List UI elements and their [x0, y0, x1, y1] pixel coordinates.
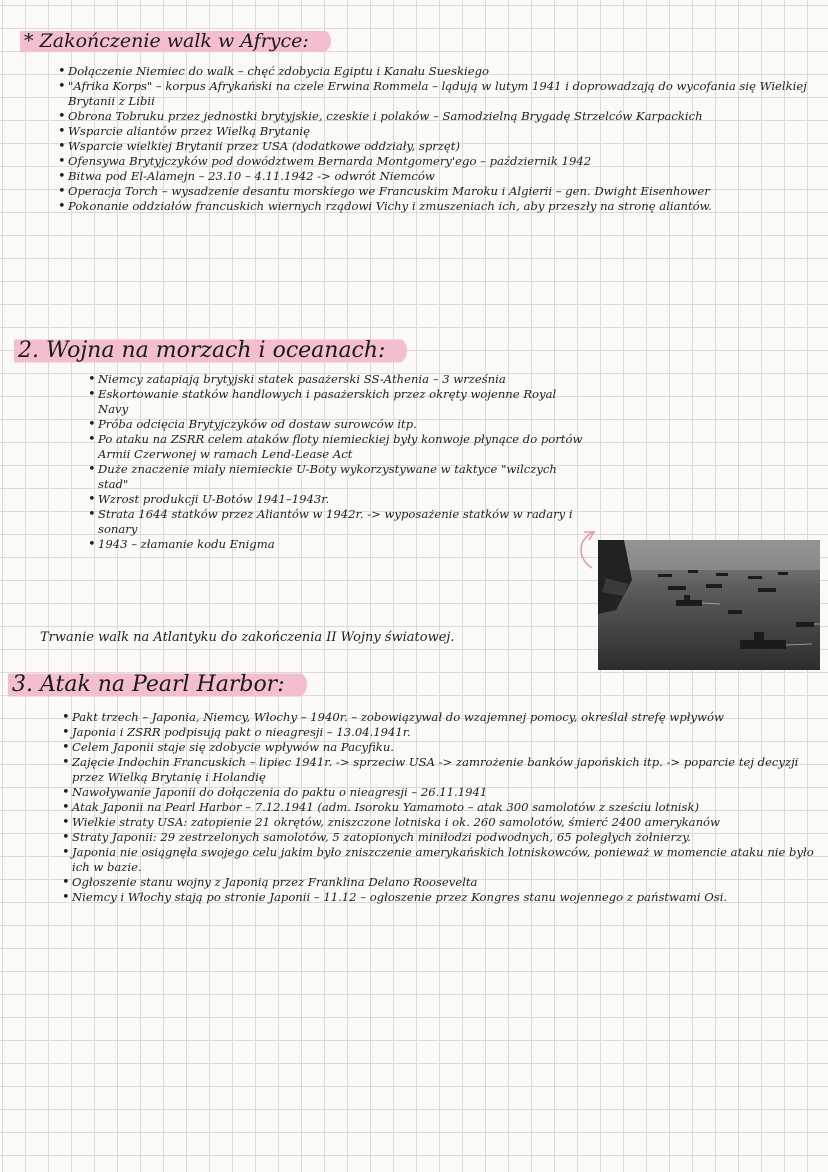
list-item: • 1943 – złamanie kodu Enigma: [88, 537, 588, 552]
section-2-list: [88, 372, 588, 552]
list-item: • Obrona Tobruku przez jednostki brytyjskie, czeskie i polaków – Samodzielną Brygadę Strzelców Karpackich: [58, 109, 818, 124]
list-item: • Duże znaczenie miały niemieckie U-Boty wykorzystywane w taktyce "wilczych stad": [88, 462, 588, 492]
list-item: • Celem Japonii staje się zdobycie wpływów na Pacyfiku.: [62, 740, 820, 755]
section-3-heading: [8, 672, 307, 697]
list-item: • Ofensywa Brytyjczyków pod dowództwem Bernarda Montgomery'ego – październik 1942: [58, 154, 818, 169]
list-item: • Ogłoszenie stanu wojny z Japonią przez Franklina Delano Roosevelta: [62, 875, 820, 890]
list-item: • Eskortowanie statków handlowych i pasażerskich przez okręty wojenne Royal Navy: [88, 387, 588, 417]
convoy-photo: [598, 540, 820, 670]
list-item: • Niemcy zatapiają brytyjski statek pasażerski SS-Athenia – 3 września: [88, 372, 588, 387]
list-item: • Dołączenie Niemiec do walk – chęć zdobycia Egiptu i Kanału Sueskiego: [58, 64, 818, 79]
section-3-list: [62, 710, 820, 905]
section-2-summary: Trwanie walk na Atlantyku do zakończenia II Wojny światowej.: [40, 630, 455, 645]
curved-arrow-icon: [574, 528, 598, 574]
list-item: • Niemcy i Włochy stają po stronie Japonii – 11.12 – ogłoszenie przez Kongres stanu wojennego z państwami Osi.: [62, 890, 820, 905]
list-item: • Japonia i ZSRR podpisują pakt o nieagresji – 13.04.1941r.: [62, 725, 820, 740]
list-item: • Nawoływanie Japonii do dołączenia do paktu o nieagresji – 26.11.1941: [62, 785, 820, 800]
list-item: • Operacja Torch – wysadzenie desantu morskiego we Francuskim Maroku i Algierii – gen. Dwight Eisenhower: [58, 184, 818, 199]
section-1-list: [58, 64, 818, 214]
section-1-heading: [20, 30, 331, 52]
convoy-photo-illustration: [598, 540, 820, 670]
list-item: • Wsparcie aliantów przez Wielką Brytanię: [58, 124, 818, 139]
list-item: • Po ataku na ZSRR celem ataków floty niemieckiej były konwoje płynące do portów Armii Czerwonej w ramach Lend-Lease Act: [88, 432, 588, 462]
section-2-title: 2. Wojna na morzach i oceanach:: [14, 336, 407, 365]
section-1-title: * Zakończenie walk w Afryce:: [20, 28, 331, 54]
list-item: • Próba odcięcia Brytyjczyków od dostaw surowców itp.: [88, 417, 588, 432]
list-item: • Wzrost produkcji U-Botów 1941–1943r.: [88, 492, 588, 507]
list-item: • Wielkie straty USA: zatopienie 21 okrętów, zniszczone lotniska i ok. 260 samolotów, śmierć 2400 amerykanów: [62, 815, 820, 830]
list-item: • Strata 1644 statków przez Aliantów w 1942r. -> wyposażenie statków w radary i sonary: [88, 507, 588, 537]
list-item: • Pokonanie oddziałów francuskich wiernych rządowi Vichy i zmuszeniach ich, aby przeszły na stronę aliantów.: [58, 199, 818, 214]
list-item: • "Afrika Korps" – korpus Afrykański na czele Erwina Rommela – lądują w lutym 1941 i doprowadzają do wycofania się Wielkiej Brytanii z Libii: [58, 79, 818, 109]
list-item: • Straty Japonii: 29 zestrzelonych samolotów, 5 zatopionych miniłodzi podwodnych, 65 poległych żołnierzy.: [62, 830, 820, 845]
list-item: • Wsparcie wielkiej Brytanii przez USA (dodatkowe oddziały, sprzęt): [58, 139, 818, 154]
section-3-title: 3. Atak na Pearl Harbor:: [8, 670, 307, 699]
section-2-heading: [14, 338, 407, 363]
list-item: • Atak Japonii na Pearl Harbor – 7.12.1941 (adm. Isoroku Yamamoto – atak 300 samolotów z sześciu lotnisk): [62, 800, 820, 815]
list-item: • Japonia nie osiągnęła swojego celu jakim było zniszczenie amerykańskich lotniskowców, ponieważ w momencie ataku nie było ich w bazie.: [62, 845, 820, 875]
list-item: • Zajęcie Indochin Francuskich – lipiec 1941r. -> sprzeciw USA -> zamrożenie banków japońskich itp. -> poparcie tej decyzji przez Wielką Brytanię i Holandię: [62, 755, 820, 785]
list-item: • Bitwa pod El-Alamejn – 23.10 – 4.11.1942 -> odwrót Niemców: [58, 169, 818, 184]
list-item: • Pakt trzech – Japonia, Niemcy, Włochy – 1940r. – zobowiązywał do wzajemnej pomocy, określał strefę wpływów: [62, 710, 820, 725]
